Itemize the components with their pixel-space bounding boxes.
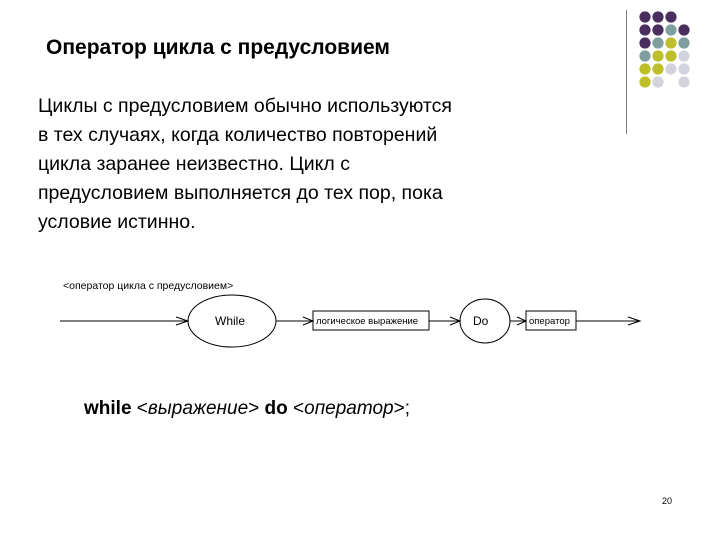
- while-keyword: while: [84, 398, 132, 419]
- slide-title: Оператор цикла с предусловием: [46, 36, 390, 59]
- body-line: цикла заранее неизвестно. Цикл с: [38, 153, 350, 175]
- syntax-bracket: >;: [393, 398, 410, 419]
- syntax-bracket: >: [248, 398, 265, 419]
- expression-label: логическое выражение: [316, 316, 419, 327]
- do-label: Do: [473, 314, 489, 328]
- body-line: условие истинно.: [38, 211, 196, 233]
- syntax-bracket: <: [131, 398, 148, 419]
- expression-placeholder: выражение: [147, 398, 249, 419]
- syntax-bracket: <: [287, 398, 305, 419]
- diagram-caption: <оператор цикла с предусловием>: [63, 280, 234, 292]
- body-line: в тех случаях, когда количество повторений: [38, 124, 438, 146]
- body-line: Циклы с предусловием обычно используются: [38, 95, 452, 117]
- while-label: While: [215, 314, 246, 328]
- statement-placeholder: оператор: [304, 398, 394, 419]
- body-line: предусловием выполняется до тех пор, пока: [38, 182, 443, 204]
- syntax-line: [84, 398, 410, 420]
- page-number: 20: [662, 496, 673, 506]
- statement-label: оператор: [529, 316, 570, 327]
- do-keyword: do: [264, 398, 288, 419]
